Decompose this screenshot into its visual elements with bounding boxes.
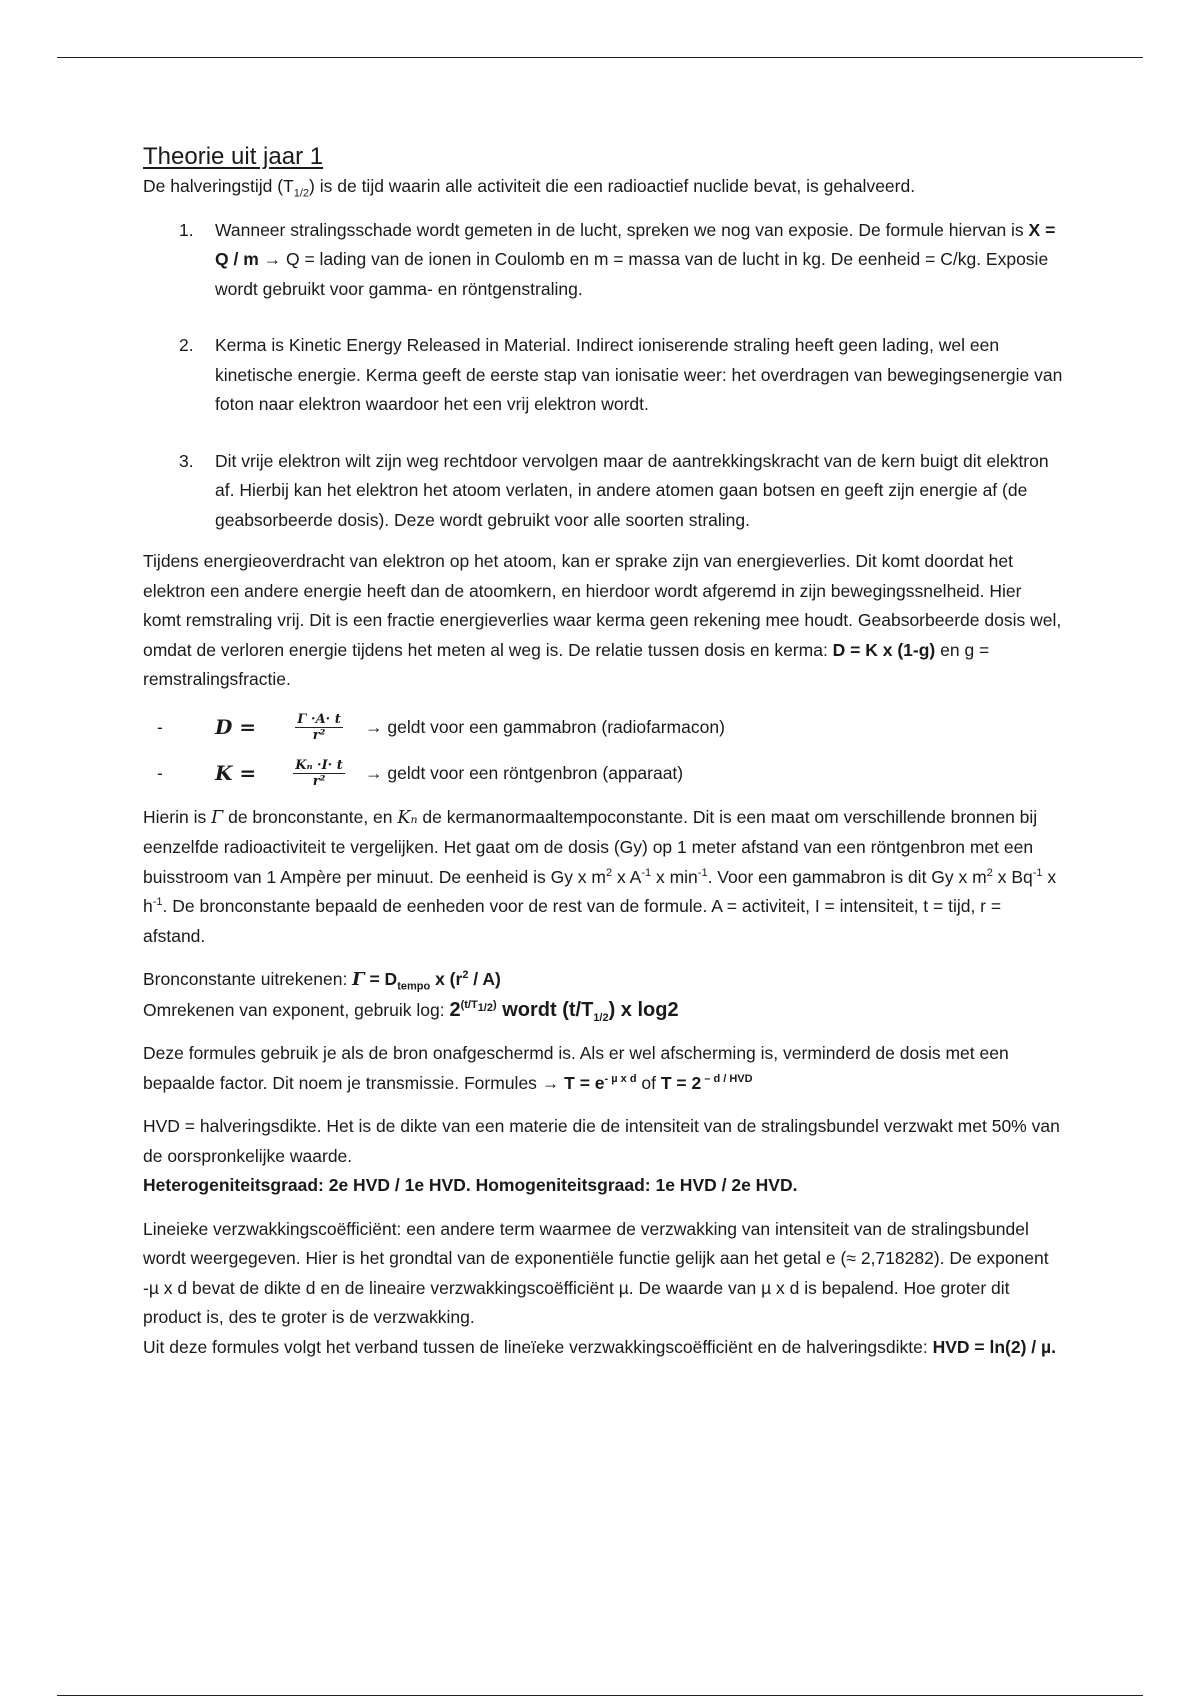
hvd-paragraph: HVD = halveringsdikte. Het is de dikte van een materie die de intensiteit van de stralingsbundel verzwakt met 50% van de oorspronkelijke waarde. (143, 1116, 1060, 1166)
formula-list (143, 705, 1063, 797)
intro-paragraph: De halveringstijd $(T_{1/2})$ is de tijd waarin alle activiteit die een radioactief nuclide bevat, is gehalveerd. (143, 176, 916, 200)
energy-paragraph: Tijdens energieoverdracht van elektron op het atoom, kan er sprake zijn van energieverlies. Dit komt doordat het elektron een andere energie heeft dan de atoomkern, en hierdoor wordt afgeremd in zijn bewegingssnelheid. Hier komt remstraling vrij. Dit is een fractie energieverlies waar kerma geen rekening mee houdt. Geabsorbeerde dosis wel, omdat de verloren energie tijdens het meten al weg is. De relatie tussen dosis en kerma: D = K x (1-g) en g = remstralingsfractie. (143, 551, 1062, 689)
attenuation-paragraph: Lineieke verzwakkingscoëfficiënt: een andere term waarmee de verzwakking van intensiteit van de stralingsbundel wordt weergegeven. Hier is het grondtal van de exponentiële functie gelijk aan het getal e (≈ 2,718282). De exponent -µ x d bevat de dikte d en de lineaire verzwakkingscoëfficiënt µ. De waarde van µ x d is bepalend. Hoe groter dit product is, des te groter is de verzwakking. (143, 1218, 1049, 1327)
list-item: 2. Kerma is Kinetic Energy Released in Material. Indirect ioniserende straling heeft geen lading, wel een kinetische energie. Kerma geeft de eerste stap van ionisatie weer: het overdragen van bewegingsenergie van foton naar elektron waardoor het een vrij elektron wordt. (179, 335, 1063, 414)
transmission-paragraph: Deze formules gebruik je als de bron onafgeschermd is. Als er wel afscherming is, verminderd de dosis met een bepaalde factor. Dit noem je transmissie. Formules → $T = e^{- \mu x d}$ of T = 2 $^{- d / HVD}$ (143, 1043, 1009, 1093)
constant-paragraph: Hierin is Γ de bronconstante, en Kₙ de kermanormaaltempoconstante. Dit is een maat om verschillende bronnen bij eenzelfde radioactiviteit te vergelijken. Het gaat om de dosis (Gy) op 1 meter afstand van een röntgenbron met een buisstroom van 1 Ampère per minuut. De eenheid is Gy x $m^2$ x $A^{-1}$ x $\min^{-1}$. Voor een gammabron is dit Gy x $m^2$ x $Bq^{-1}$ x $h^{-1}$. De bronconstante bepaald de eenheden voor de rest van de formule. A = activiteit, I = intensiteit, t = tijd, r = afstand. (143, 806, 1057, 946)
document-page (143, 142, 1063, 1362)
bronconstante-line: Bronconstante uitrekenen: $\Gamma = D_{tempo}$ x $(r^2 / A)$ (143, 969, 501, 993)
graad-line: Heterogeniteitsgraad: 2e HVD / 1e HVD. Homogeniteitsgraad: 1e HVD / 2e HVD. (143, 1175, 798, 1195)
list-item: 1. Wanneer stralingsschade wordt gemeten in de lucht, spreken we nog van exposie. De formule hiervan is X = Q / m → Q = lading van de ionen in Coulomb en m = massa van de lucht in kg. De eenheid = C/kg. Exposie wordt gebruikt voor gamma- en röntgenstraling. (179, 219, 1056, 299)
relation-paragraph: Uit deze formules volgt het verband tussen de lineïeke verzwakkingscoëfficiënt en de halveringsdikte: HVD = ln(2) / µ. (143, 1336, 1056, 1357)
exponent-line: Omrekenen van exponent, gebruik log: $2^{(t/T_{1/2})}$ wordt $(t/T_{1/2})$ x log2 (143, 998, 679, 1024)
dose-formula: - D = $\frac{\Gamma \cdot A\cdot t}{\text{r²}}$ → geldt voor een gammabron (radiofarmacon) (157, 712, 725, 743)
numbered-list (143, 216, 1063, 536)
kerma-formula: - K = $\frac{\text{Kₙ ·I· t}}{\text{r²}}$ → geldt voor een röntgenbron (apparaat) (157, 758, 684, 789)
section-title: Theorie uit jaar 1 (143, 143, 324, 170)
footer-rule (57, 1695, 1143, 1696)
header-rule (57, 57, 1143, 58)
list-item: 3. Dit vrije elektron wilt zijn weg rechtdoor vervolgen maar de aantrekkingskracht van de kern buigt dit elektron af. Hierbij kan het elektron het atoom verlaten, in andere atomen gaan botsen en geeft zijn energie af (de geabsorbeerde dosis). Deze wordt gebruikt voor alle soorten straling. (179, 450, 1049, 530)
